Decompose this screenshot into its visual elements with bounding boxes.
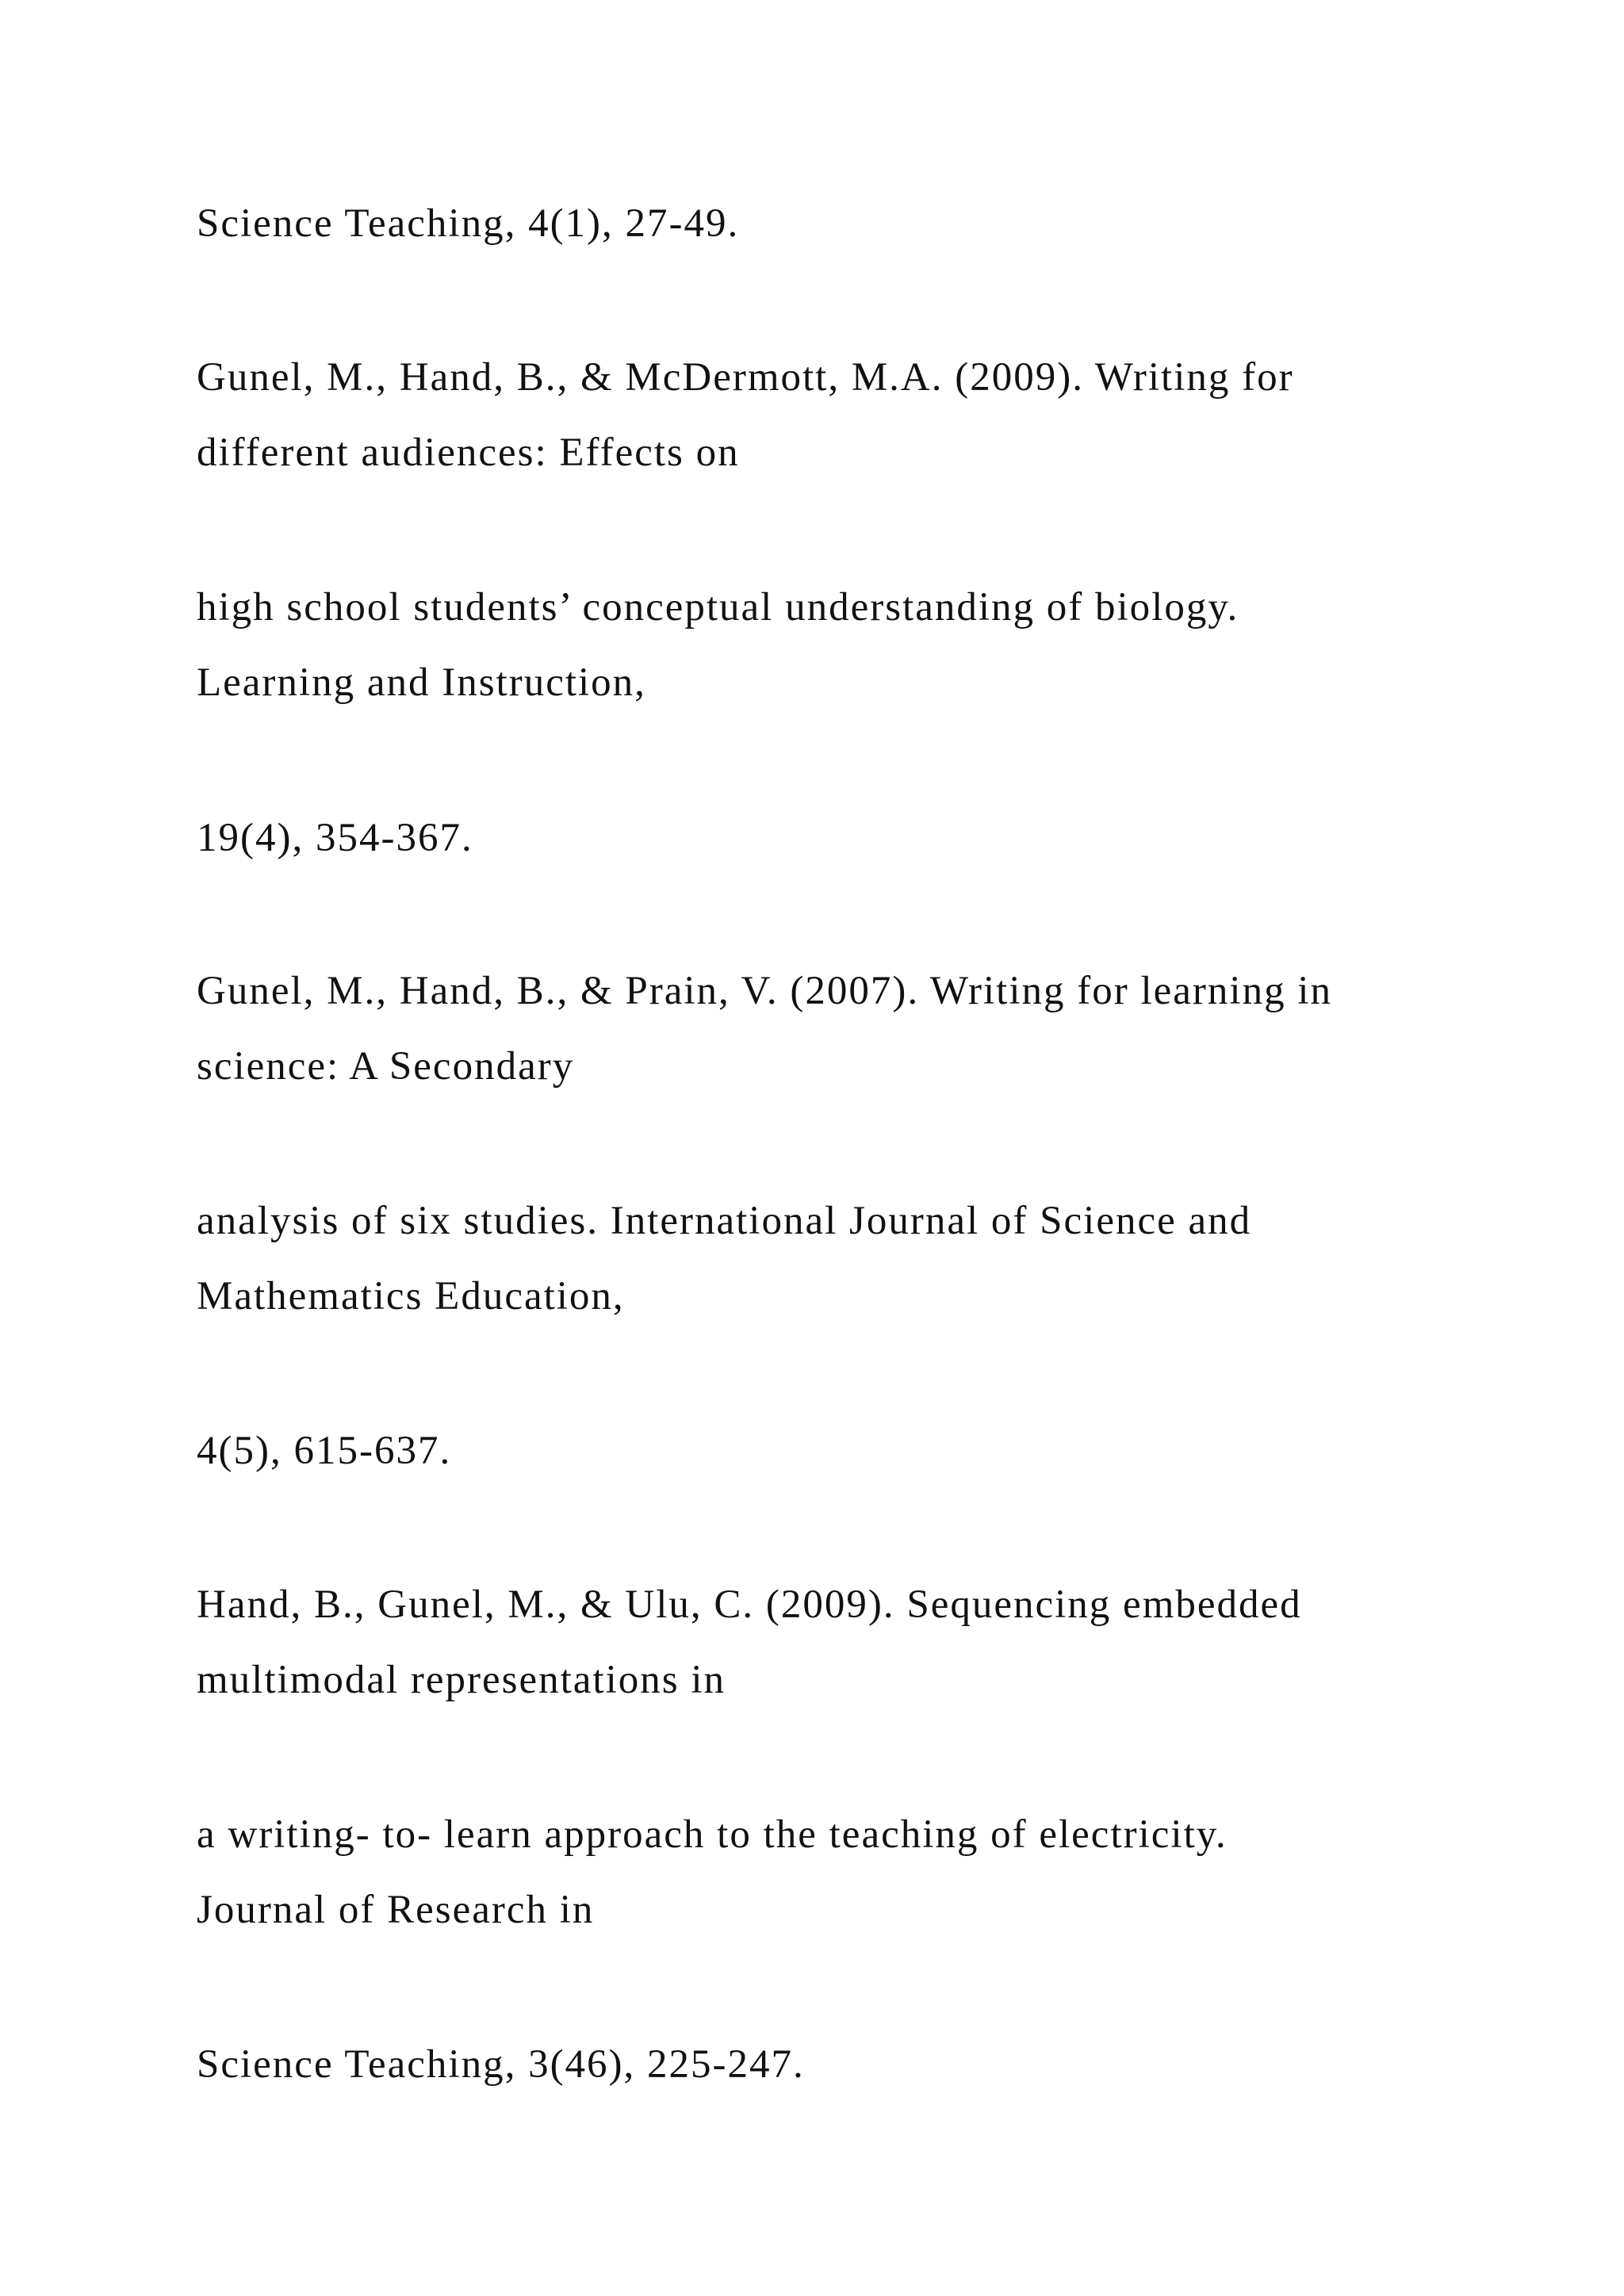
reference-line: 19(4), 354-367. bbox=[197, 816, 473, 860]
reference-line: a writing- to- learn approach to the teaching of electricity. bbox=[197, 1812, 1228, 1857]
reference-line: analysis of six studies. International Journal of Science and bbox=[197, 1199, 1252, 1243]
reference-line: Gunel, M., Hand, B., & Prain, V. (2007). Writing for learning in bbox=[197, 969, 1332, 1013]
reference-line: 4(5), 615-637. bbox=[197, 1429, 452, 1473]
reference-line: multimodal representations in bbox=[197, 1658, 726, 1702]
reference-line: science: A Secondary bbox=[197, 1044, 575, 1089]
reference-line: Hand, B., Gunel, M., & Ulu, C. (2009). Sequencing embedded bbox=[197, 1582, 1302, 1627]
reference-line: Journal of Research in bbox=[197, 1888, 595, 1932]
reference-line: Gunel, M., Hand, B., & McDermott, M.A. (2009). Writing for bbox=[197, 355, 1294, 400]
reference-line: Science Teaching, 4(1), 27-49. bbox=[197, 201, 740, 246]
reference-line: Science Teaching, 3(46), 225-247. bbox=[197, 2042, 805, 2087]
reference-line: high school students’ conceptual understanding of biology. bbox=[197, 585, 1239, 629]
reference-line: Learning and Instruction, bbox=[197, 660, 646, 705]
reference-line: different audiences: Effects on bbox=[197, 430, 740, 475]
reference-line: Mathematics Education, bbox=[197, 1274, 625, 1318]
